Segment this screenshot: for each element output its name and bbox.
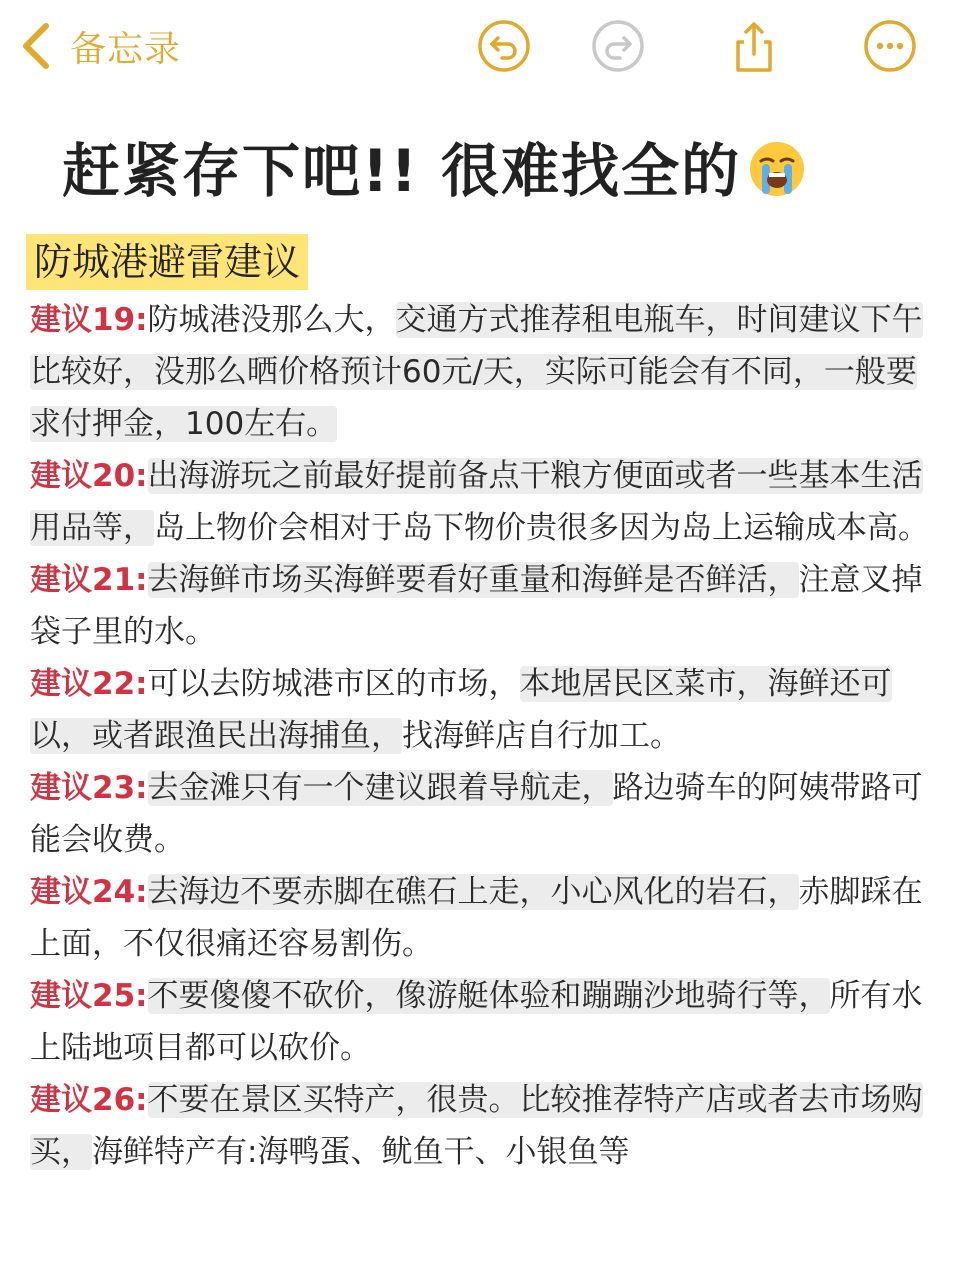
tip-item xyxy=(30,866,930,970)
tip-text: 岛上物价会相对于岛下物价贵很多因为岛上运输成本高。 xyxy=(154,510,929,546)
back-label: 备忘录 xyxy=(70,28,182,70)
tip-text-highlighted: 不要在景区买特产，很贵。比较推荐特产店或者去市场购买， xyxy=(30,1082,923,1170)
tip-text-highlighted: 去海边不要赤脚在礁石上走，小心风化的岩石， xyxy=(147,874,799,910)
tip-label: 建议20: xyxy=(30,458,148,494)
tip-label: 建议21: xyxy=(30,562,148,598)
top-toolbar xyxy=(0,0,960,92)
tip-item xyxy=(30,970,930,1074)
crying-face-icon xyxy=(747,139,807,199)
tip-text: 赤脚踩在上面，不仅很痛还容易割伤。 xyxy=(30,874,923,962)
chevron-left-icon xyxy=(14,18,58,74)
tip-text-highlighted: 不要傻傻不砍价，像游艇体验和蹦蹦沙地骑行等， xyxy=(147,978,830,1014)
undo-icon xyxy=(476,18,532,74)
tip-text: 可以去防城港市区的市场， xyxy=(147,666,520,702)
note-title xyxy=(62,124,807,208)
share-icon xyxy=(726,18,782,74)
more-button[interactable] xyxy=(862,18,918,74)
tip-text: 防城港没那么大， xyxy=(147,302,396,338)
tip-text: 注意叉掉袋子里的水。 xyxy=(30,562,923,650)
more-icon xyxy=(862,18,918,74)
tips-list xyxy=(30,294,930,1178)
back-button[interactable] xyxy=(14,18,181,74)
tip-label: 建议23: xyxy=(30,770,148,806)
redo-button[interactable] xyxy=(590,18,646,74)
undo-button[interactable] xyxy=(476,18,532,74)
section-heading: 防城港避雷建议 xyxy=(26,234,308,290)
tip-item xyxy=(30,554,930,658)
note-title-text: 赶紧存下吧!! 很难找全的 xyxy=(62,137,742,205)
redo-icon xyxy=(590,18,646,74)
tip-text-highlighted: 本地居民区菜市，海鲜还可以，或者跟渔民出海捕鱼， xyxy=(30,666,892,754)
tip-text-highlighted: 出海游玩之前最好提前备点干粮方便面或者一些基本生活用品等， xyxy=(30,458,923,546)
tip-item xyxy=(30,294,930,450)
tip-label: 建议24: xyxy=(30,874,148,910)
tip-text-highlighted: 交通方式推荐租电瓶车，时间建议下午比较好，没那么晒价格预计60元/天，实际可能会有不同，一般要求付押金，100左右。 xyxy=(30,302,923,442)
tip-text: 路边骑车的阿姨带路可能会收费。 xyxy=(30,770,923,858)
tip-label: 建议26: xyxy=(30,1082,148,1118)
tip-item xyxy=(30,658,930,762)
tip-text: 找海鲜店自行加工。 xyxy=(402,718,681,754)
share-button[interactable] xyxy=(726,18,782,74)
tip-item xyxy=(30,450,930,554)
tip-item xyxy=(30,1074,930,1178)
tip-label: 建议25: xyxy=(30,978,148,1014)
tip-label: 建议22: xyxy=(30,666,148,702)
tip-text-highlighted: 去金滩只有一个建议跟着导航走， xyxy=(147,770,613,806)
tip-label: 建议19: xyxy=(30,302,148,338)
tip-item xyxy=(30,762,930,866)
tip-text: 海鲜特产有:海鸭蛋、鱿鱼干、小银鱼等 xyxy=(92,1134,630,1170)
tip-text: 所有水上陆地项目都可以砍价。 xyxy=(30,978,923,1066)
tip-text-highlighted: 去海鲜市场买海鲜要看好重量和海鲜是否鲜活， xyxy=(147,562,799,598)
